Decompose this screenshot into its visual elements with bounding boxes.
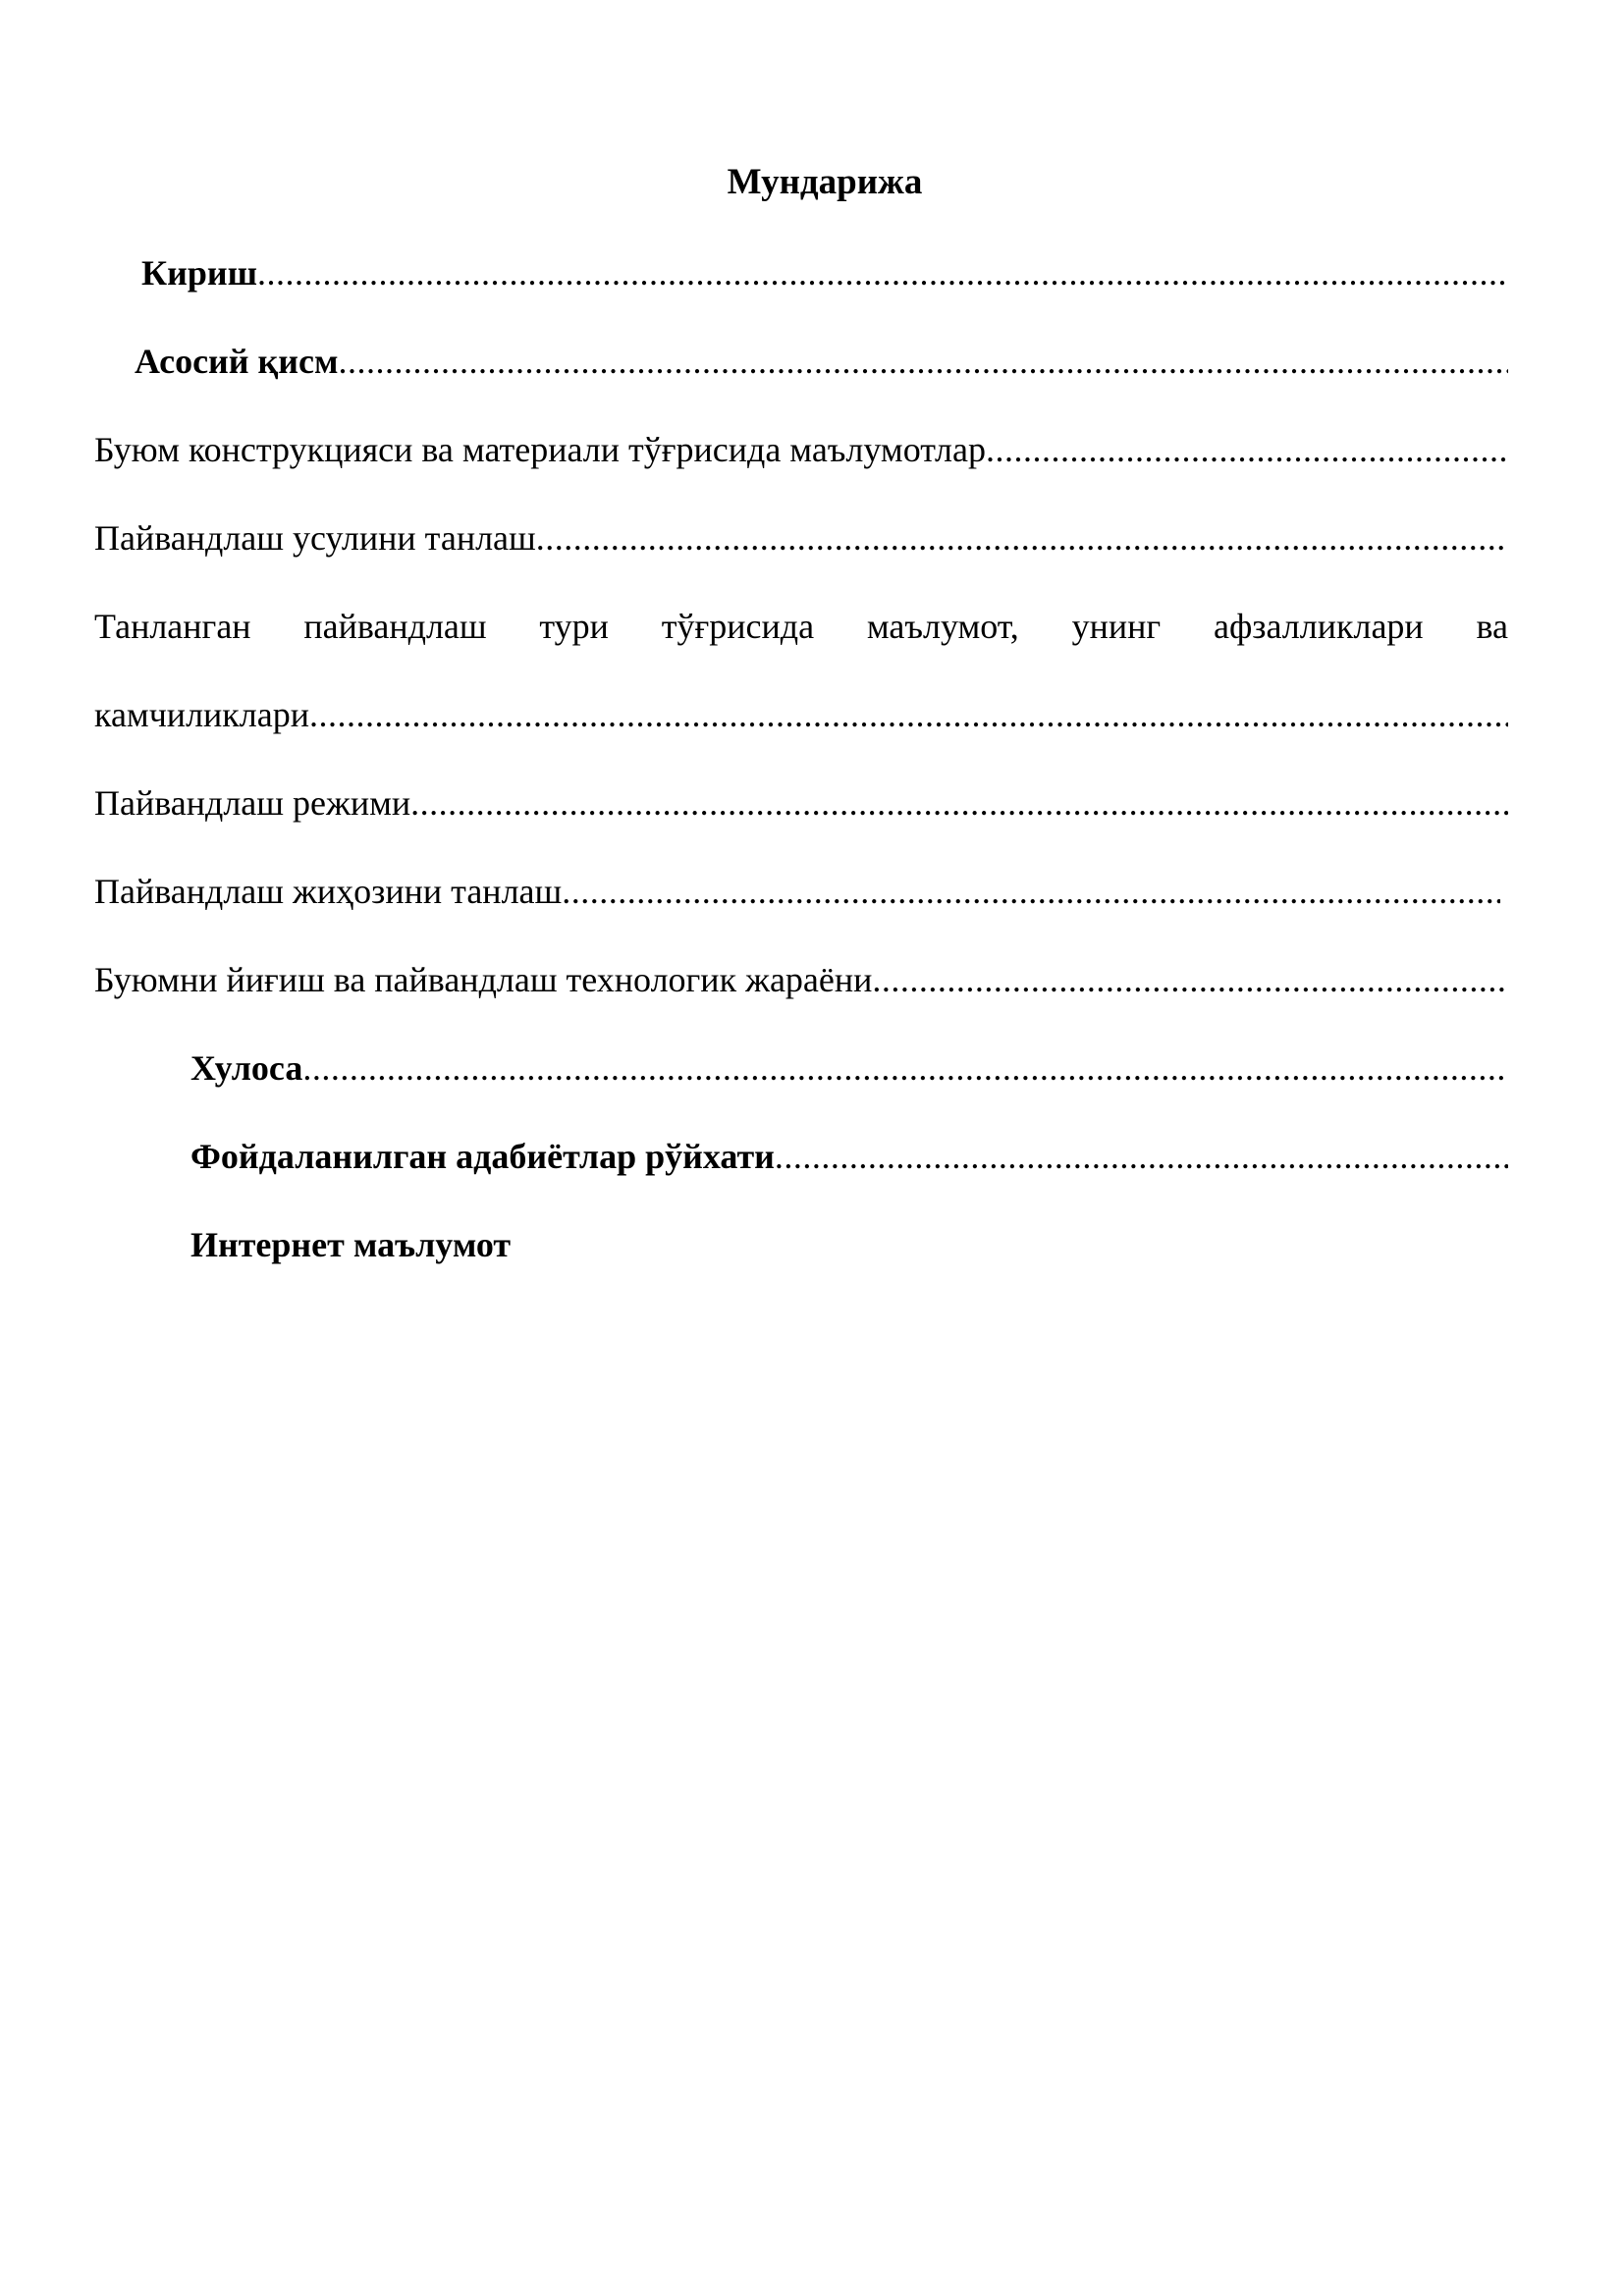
dot-leader xyxy=(302,1044,1508,1092)
toc-entry-welding-method[interactable] xyxy=(94,514,1508,603)
dot-leader xyxy=(257,249,1508,296)
toc-entry-introduction[interactable] xyxy=(94,249,1508,338)
toc-entry-label: Танланган пайвандлаш тури тўғрисида маълумот, унинг афзалликлари ва xyxy=(94,607,1508,646)
toc-entry-label: Пайвандлаш режими xyxy=(94,783,411,823)
toc-entry-assembly-process[interactable] xyxy=(94,956,1508,1044)
toc-entry-product-design[interactable] xyxy=(94,426,1508,514)
toc-entry-label: Пайвандлаш жиҳозини танлаш xyxy=(94,872,563,911)
dot-leader xyxy=(775,1133,1508,1180)
toc-entry-main-part[interactable] xyxy=(94,338,1508,426)
dot-leader xyxy=(562,868,1500,915)
toc-entry-label: Асосий қисм xyxy=(135,342,339,381)
toc-entry-label: Интернет маълумот xyxy=(190,1225,512,1264)
toc-entry-label: Хулоса xyxy=(190,1048,303,1088)
dot-leader xyxy=(986,426,1508,473)
table-of-contents xyxy=(94,249,1508,1309)
toc-entry-label: Пайвандлаш усулини танлаш xyxy=(94,518,536,558)
toc-entry-label: Фойдаланилган адабиётлар рўйхати xyxy=(190,1137,775,1176)
dot-leader xyxy=(872,956,1508,1003)
toc-entry-conclusion[interactable] xyxy=(94,1044,1508,1133)
dot-leader xyxy=(536,514,1508,561)
toc-entry-welding-type[interactable] xyxy=(94,603,1508,691)
toc-entry-welding-equipment[interactable] xyxy=(94,868,1508,956)
toc-entry-internet-sources[interactable] xyxy=(94,1221,1508,1309)
dot-leader xyxy=(309,691,1508,738)
toc-title: Мундарижа xyxy=(727,162,923,202)
toc-entry-label: камчиликлари xyxy=(94,695,310,734)
toc-entry-label: Буюмни йиғиш ва пайвандлаш технологик жараёни xyxy=(94,960,873,999)
dot-leader xyxy=(410,779,1508,827)
toc-entry-label: Буюм конструкцияси ва материали тўғрисида маълумотлар xyxy=(94,430,986,469)
toc-entry-welding-type-continued[interactable] xyxy=(94,691,1508,779)
toc-entry-references[interactable] xyxy=(94,1133,1508,1221)
toc-entry-label: Кириш xyxy=(141,253,258,293)
toc-entry-welding-mode[interactable] xyxy=(94,779,1508,868)
dot-leader xyxy=(339,338,1508,385)
